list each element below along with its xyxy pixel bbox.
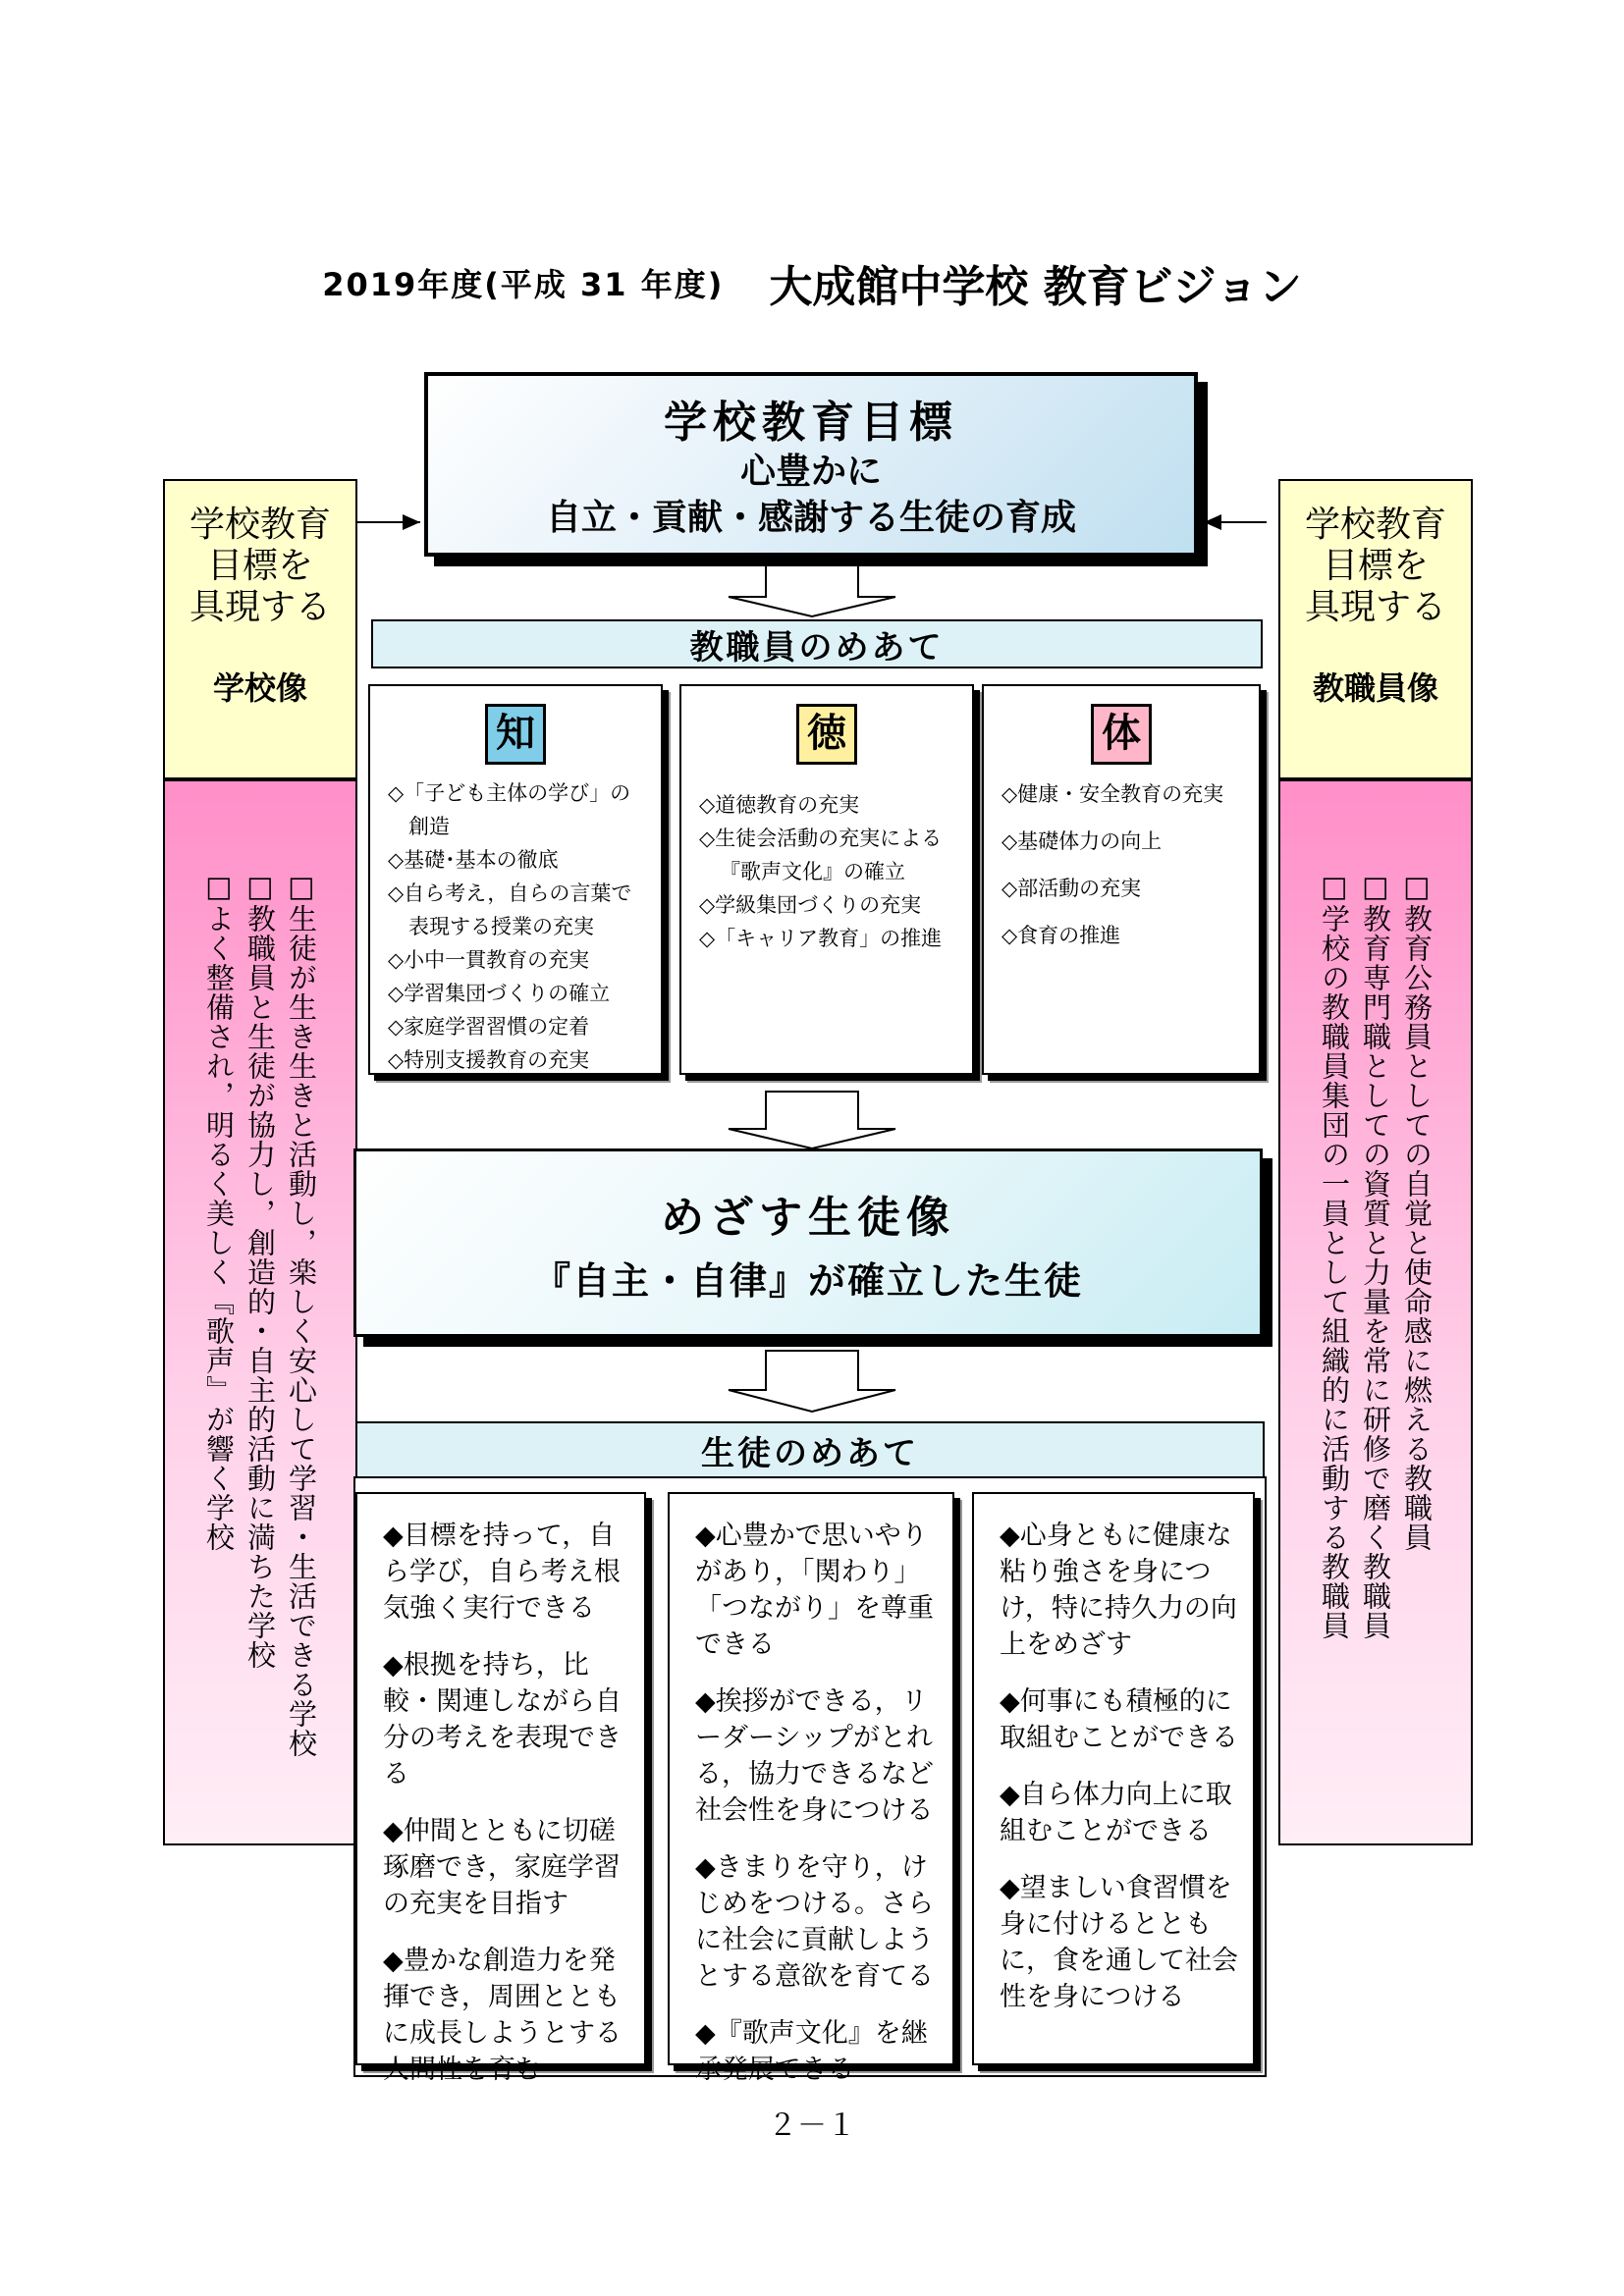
school-goal-box bbox=[424, 372, 1198, 557]
staff-goal-item: ◇家庭学習習慣の定着 bbox=[388, 1015, 590, 1039]
staff-image-item: □ 学校の教職員集団の一員として組織的に活動する教職員 bbox=[1314, 870, 1355, 1843]
year-label: 2019年度(平成 31 年度) bbox=[322, 266, 725, 303]
staff-goal-item: ◇「子ども主体の学び」の創造 bbox=[388, 781, 631, 838]
staff-goal-item: ◇学級集団づくりの充実 bbox=[699, 893, 922, 917]
school-goal-line2: 自立・貢献・感謝する生徒の育成 bbox=[545, 498, 1076, 538]
student-goal-item: ◆何事にも積極的に取組むことができる bbox=[1000, 1686, 1238, 1753]
ideal-student-box bbox=[353, 1148, 1263, 1337]
page-title bbox=[236, 253, 1388, 312]
student-goal-item: ◆自ら体力向上に取組むことができる bbox=[1000, 1780, 1232, 1846]
document-title: 大成館中学校 教育ビジョン bbox=[769, 262, 1302, 312]
staff-column-physical bbox=[982, 684, 1261, 1075]
staff-goal-item: ◇道徳教育の充実 bbox=[699, 793, 860, 817]
student-column-2 bbox=[668, 1492, 954, 2085]
ideal-student-heading: めざす生徒像 bbox=[661, 1192, 955, 1243]
staff-goal-item: ◇基礎･基本の徹底 bbox=[388, 848, 559, 872]
down-arrow-1 bbox=[729, 561, 895, 616]
staff-goal-item: ◇「キャリア教育」の推進 bbox=[699, 927, 943, 950]
student-column-3 bbox=[972, 1492, 1255, 2065]
left-panel-top bbox=[163, 479, 357, 779]
student-goal-item: ◆豊かな創造力を発揮でき，周囲とともに成長しようとする人間性を育む bbox=[383, 1946, 622, 2085]
staff-goal-item: ◇部活動の充実 bbox=[1001, 877, 1142, 900]
right-panel-top bbox=[1278, 479, 1473, 779]
staff-goals-title: 教職員のめあて bbox=[371, 619, 1263, 668]
staff-goal-item: ◇健康・安全教育の充実 bbox=[1001, 782, 1224, 806]
staff-column-morality bbox=[679, 684, 974, 1075]
left-panel-list bbox=[163, 779, 357, 1845]
school-image-item: □ よく整備され，明るく美しく『歌声』が響く学校 bbox=[198, 870, 240, 1843]
down-arrow-2 bbox=[729, 1092, 895, 1148]
student-column-1 bbox=[355, 1492, 646, 2085]
staff-goal-item: ◇生徒会活動の充実による『歌声文化』の確立 bbox=[699, 827, 943, 883]
student-goal-item: ◆心豊かで思いやりがあり，「関わり」「つながり」を尊重できる bbox=[695, 1521, 934, 1660]
school-goal-line1: 心豊かに bbox=[739, 452, 882, 493]
staff-goal-item: ◇学習集団づくりの確立 bbox=[388, 982, 611, 1005]
student-goal-item: ◆根拠を持ち，比較・関連しながら自分の考えを表現できる bbox=[383, 1650, 622, 1789]
staff-goal-item: ◇小中一貫教育の充実 bbox=[388, 948, 590, 972]
staff-goal-item: ◇特別支援教育の充実 bbox=[388, 1048, 590, 1072]
student-goal-item: ◆目標を持って，自ら学び，自ら考え根気強く実行できる bbox=[383, 1521, 621, 1624]
student-goal-item: ◆きまりを守り，けじめをつける。さらに社会に貢献しようとする意欲を育てる bbox=[695, 1852, 934, 1992]
ideal-student-line: 『自主・自律』が確立した生徒 bbox=[532, 1258, 1083, 1303]
left-panel-caption: 学校教育 目標を 具現する bbox=[189, 505, 331, 628]
staff-goal-item: ◇基礎体力の向上 bbox=[1001, 829, 1163, 853]
down-arrow-3 bbox=[729, 1351, 895, 1412]
knowledge-label: 知 bbox=[485, 704, 546, 765]
student-goal-item: ◆仲間とともに切磋琢磨でき，家庭学習の充実を目指す bbox=[383, 1816, 621, 1919]
physical-label: 体 bbox=[1091, 704, 1152, 765]
staff-goal-item: ◇自ら考え，自らの言葉で表現する授業の充実 bbox=[388, 881, 632, 938]
school-image-item: □ 生徒が生き生きと活動し，楽しく安心して学習・生活できる学校 bbox=[281, 870, 322, 1843]
student-goals-title: 生徒のめあて bbox=[355, 1421, 1265, 1478]
right-panel-list bbox=[1278, 779, 1473, 1845]
right-panel-caption: 学校教育 目標を 具現する bbox=[1304, 505, 1446, 628]
left-panel-label: 学校像 bbox=[212, 669, 307, 708]
staff-image-item: □ 教育公務員としての自覚と使命感に燃える教職員 bbox=[1396, 870, 1437, 1843]
school-image-item: □ 教職員と生徒が協力し，創造的・自主的活動に満ちた学校 bbox=[240, 870, 281, 1843]
page-number: ２－１ bbox=[768, 2109, 856, 2143]
staff-goal-item: ◇食育の推進 bbox=[1001, 924, 1121, 947]
staff-column-knowledge bbox=[368, 684, 663, 1075]
student-goal-item: ◆望ましい食習慣を身に付けるとともに，食を通して社会性を身につける bbox=[1000, 1873, 1238, 2012]
school-goal-heading: 学校教育目標 bbox=[664, 398, 958, 449]
student-goal-item: ◆心身ともに健康な粘り強さを身につけ，特に持久力の向上をめざす bbox=[1000, 1521, 1237, 1660]
right-panel-label: 教職員像 bbox=[1312, 669, 1438, 708]
staff-image-item: □ 教育専門職としての資質と力量を常に研修で磨く教職員 bbox=[1355, 870, 1396, 1843]
student-goal-item: ◆『歌声文化』を継承発展できる bbox=[695, 2018, 928, 2085]
morality-label: 徳 bbox=[796, 704, 857, 765]
student-goal-item: ◆挨拶ができる，リーダーシップがとれる，協力できるなど社会性を身につける bbox=[695, 1686, 934, 1826]
